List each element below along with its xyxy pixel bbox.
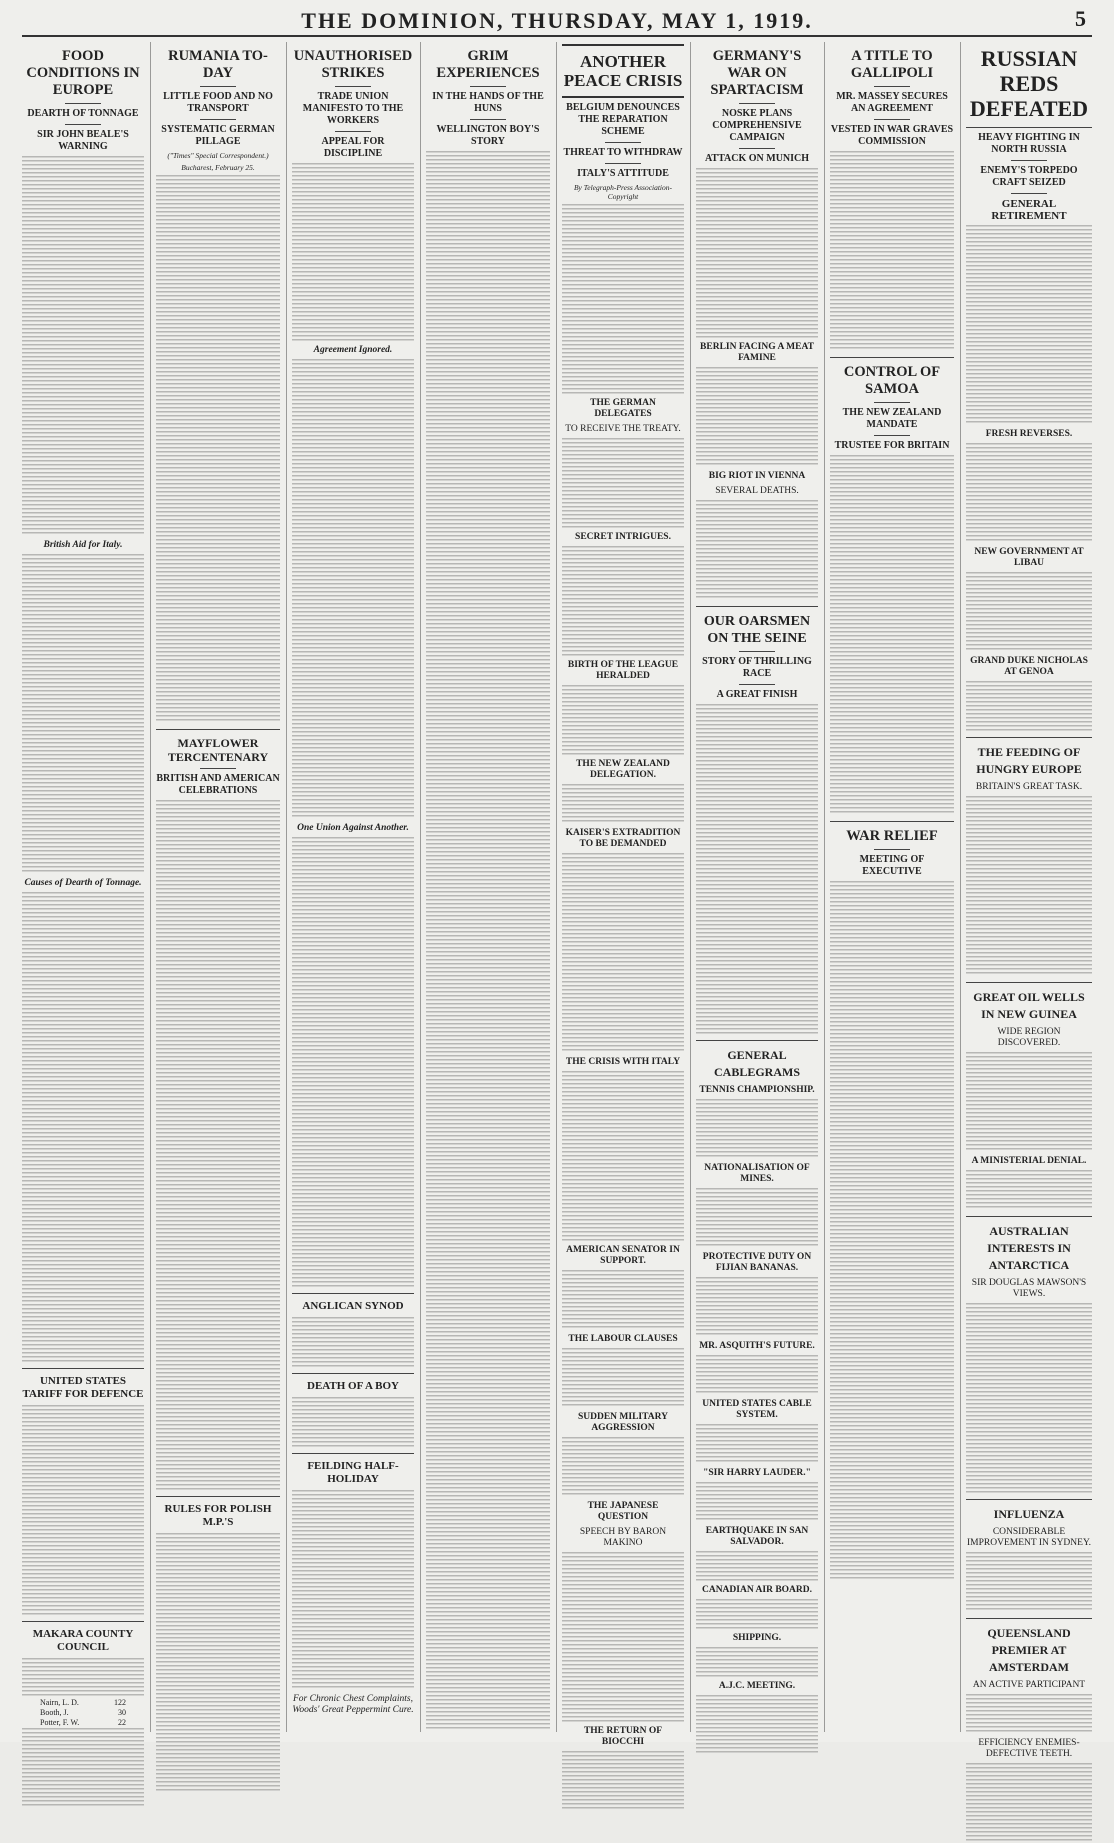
byline: ("Times" Special Correspondent.) xyxy=(167,151,269,160)
divider xyxy=(292,1453,414,1454)
article-body-text xyxy=(696,1099,818,1159)
column-7 xyxy=(830,42,954,1732)
divider xyxy=(830,821,954,822)
section-subhead: TENNIS CHAMPIONSHIP. xyxy=(699,1085,815,1095)
subheadline: IN THE HANDS OF THE HUNS xyxy=(432,91,544,114)
headline: UNITED STATES TARIFF FOR DEFENCE xyxy=(22,1375,144,1400)
column-3 xyxy=(292,42,414,1732)
article-body-text xyxy=(292,1490,414,1690)
subheadline: SYSTEMATIC GERMAN PILLAGE xyxy=(161,124,275,147)
section-subhead: AMERICAN SENATOR IN SUPPORT. xyxy=(566,1245,680,1266)
divider xyxy=(65,124,101,125)
section-subhead: EFFICIENCY ENEMIES- DEFECTIVE TEETH. xyxy=(978,1738,1080,1759)
subheadline: APPEAL FOR DISCIPLINE xyxy=(321,136,385,159)
article-body-text xyxy=(696,704,818,1034)
divider xyxy=(696,606,818,607)
headline: CONTROL OF SAMOA xyxy=(843,364,941,397)
section-subhead: GRAND DUKE NICHOLAS AT GENOA xyxy=(970,656,1088,677)
section-subhead: CANADIAN AIR BOARD. xyxy=(701,1585,813,1595)
masthead-rule xyxy=(22,35,1092,37)
section-subhead: TO RECEIVE THE TREATY. xyxy=(565,424,681,434)
masthead-title: THE DOMINION, THURSDAY, MAY 1, 1919. xyxy=(301,8,813,33)
article-body-text xyxy=(830,881,954,1581)
article-body-text xyxy=(696,1695,818,1755)
article-body-text xyxy=(696,1551,818,1581)
section-subhead: BIG RIOT IN VIENNA xyxy=(708,471,806,481)
section-subhead: SECRET INTRIGUES. xyxy=(575,532,671,542)
divider xyxy=(65,103,101,104)
subheadline: MR. MASSEY SECURES AN AGREEMENT xyxy=(836,91,948,114)
article-body-text xyxy=(562,1348,684,1408)
headline: GERMANY'S WAR ON SPARTACISM xyxy=(710,48,804,98)
section-subhead: CONSIDERABLE IMPROVEMENT IN SYDNEY. xyxy=(967,1527,1091,1548)
subheadline: MEETING OF EXECUTIVE xyxy=(859,854,925,877)
page-number: 5 xyxy=(1075,6,1086,31)
article-body-text xyxy=(22,892,144,1362)
column-divider xyxy=(556,42,557,1732)
column-divider xyxy=(824,42,825,1732)
subheadline: SIR JOHN BEALE'S WARNING xyxy=(37,129,129,152)
headline: AUSTRALIAN INTERESTS IN ANTARCTICA xyxy=(987,1224,1071,1272)
article-body-text xyxy=(966,225,1092,425)
subheadline: THE NEW ZEALAND MANDATE xyxy=(842,407,942,430)
divider xyxy=(739,684,775,685)
divider xyxy=(966,982,1092,983)
subheadline: BELGIUM DENOUNCES THE REPARATION SCHEME xyxy=(566,102,680,137)
article-body-text xyxy=(22,1405,144,1615)
article-body-text xyxy=(696,1277,818,1337)
article-body-text xyxy=(696,1599,818,1629)
article-body-text xyxy=(966,1552,1092,1612)
section-subhead: AN ACTIVE PARTICIPANT xyxy=(972,1680,1086,1690)
article-body-text xyxy=(696,1482,818,1522)
section-subhead: "SIR HARRY LAUDER." xyxy=(703,1468,811,1478)
article-body-text xyxy=(562,204,684,394)
section-subhead: BRITAIN'S GREAT TASK. xyxy=(975,782,1083,792)
column-divider xyxy=(420,42,421,1732)
byline: By Telegraph-Press Association-Copyright xyxy=(573,183,673,201)
divider xyxy=(874,402,910,403)
article-body-text xyxy=(562,1552,684,1722)
article-body-text xyxy=(966,1170,1092,1210)
article-body-text xyxy=(22,554,144,874)
section-subhead: A.J.C. MEETING. xyxy=(718,1681,796,1691)
headline-box xyxy=(562,44,684,98)
subheadline: VESTED IN WAR GRAVES COMMISSION xyxy=(830,124,954,147)
divider xyxy=(966,1618,1092,1619)
article-body-text xyxy=(966,796,1092,976)
headline: ANGLICAN SYNOD xyxy=(302,1300,404,1312)
article-body-text xyxy=(696,1355,818,1395)
subheadline: BRITISH AND AMERICAN CELEBRATIONS xyxy=(156,773,280,796)
poll-row: Nairn, L. D. 122 xyxy=(40,1698,126,1707)
headline: RULES FOR POLISH M.P.'S xyxy=(164,1503,272,1528)
subheadline: STORY OF THRILLING RACE xyxy=(702,656,812,679)
article-body-text xyxy=(562,685,684,755)
subheadline: GENERAL RETIREMENT xyxy=(991,198,1067,222)
divider xyxy=(874,86,910,87)
article-body-text xyxy=(830,151,954,351)
column-4 xyxy=(426,42,550,1732)
subheadline: NOSKE PLANS COMPREHENSIVE CAMPAIGN xyxy=(712,108,802,143)
section-subhead: EARTHQUAKE IN SAN SALVADOR. xyxy=(705,1526,809,1547)
article-body-text xyxy=(562,546,684,656)
section-subhead: NATIONALISATION OF MINES. xyxy=(704,1163,810,1184)
article-body-text xyxy=(966,1052,1092,1152)
masthead xyxy=(0,0,1114,40)
divider xyxy=(966,1499,1092,1500)
article-body-text xyxy=(292,163,414,341)
article-body-text xyxy=(562,853,684,1053)
section-subhead: BIRTH OF THE LEAGUE HERALDED xyxy=(567,660,679,681)
divider xyxy=(22,1621,144,1622)
article-body-text xyxy=(562,1751,684,1811)
headline: INFLUENZA xyxy=(993,1507,1065,1521)
article-body-text xyxy=(966,1763,1092,1843)
divider xyxy=(874,435,910,436)
divider xyxy=(156,729,280,730)
divider xyxy=(156,1496,280,1497)
section-subhead: SHIPPING. xyxy=(732,1633,782,1643)
subheadline: A GREAT FINISH xyxy=(716,689,798,700)
section-subhead: SUDDEN MILITARY AGGRESSION xyxy=(577,1412,668,1433)
divider xyxy=(739,103,775,104)
headline: ANOTHER PEACE CRISIS xyxy=(563,52,683,90)
article-body-text xyxy=(156,175,280,723)
column-8 xyxy=(966,42,1092,1759)
article-body-text xyxy=(22,156,144,536)
divider xyxy=(292,1373,414,1374)
divider xyxy=(830,357,954,358)
section-subhead: NEW GOVERNMENT AT LIBAU xyxy=(974,547,1084,568)
divider xyxy=(200,768,236,769)
section-subhead: SIR DOUGLAS MAWSON'S VIEWS. xyxy=(971,1278,1087,1299)
divider xyxy=(292,1293,414,1294)
article-body-text xyxy=(562,1270,684,1330)
column-5 xyxy=(562,42,684,1747)
column-6 xyxy=(696,42,818,1732)
divider xyxy=(739,651,775,652)
headline: GENERAL CABLEGRAMS xyxy=(713,1048,800,1079)
subheadline: WELLINGTON BOY'S STORY xyxy=(436,124,540,147)
article-body-text xyxy=(562,438,684,528)
section-subhead: PROTECTIVE DUTY ON FIJIAN BANANAS. xyxy=(702,1252,812,1273)
article-body-text xyxy=(830,455,954,815)
article-body-text xyxy=(966,443,1092,543)
column-divider xyxy=(150,42,151,1732)
subheadline: ATTACK ON MUNICH xyxy=(704,153,810,164)
section-subhead: WIDE REGION DISCOVERED. xyxy=(997,1027,1061,1048)
article-body-text xyxy=(696,1647,818,1677)
subheadline: THREAT TO WITHDRAW xyxy=(563,147,683,158)
article-body-text xyxy=(696,1424,818,1464)
headline: MAYFLOWER TERCENTENARY xyxy=(167,736,269,764)
article-body-text xyxy=(562,1437,684,1497)
section-subhead: Agreement Ignored. xyxy=(313,345,393,355)
section-subhead: BERLIN FACING A MEAT FAMINE xyxy=(700,342,814,363)
article-body-text xyxy=(292,1317,414,1367)
section-subhead: British Aid for Italy. xyxy=(43,540,123,550)
section-subhead: THE JAPANESE QUESTION xyxy=(587,1501,659,1522)
article-body-text xyxy=(156,800,280,1490)
divider xyxy=(605,142,641,143)
advertisement-line: For Chronic Chest Complaints, Woods' Great Peppermint Cure. xyxy=(292,1694,414,1715)
headline: UNAUTHORISED STRIKES xyxy=(293,48,413,81)
section-subhead: THE RETURN OF BIOCCHI xyxy=(583,1726,663,1747)
column-divider xyxy=(690,42,691,1732)
article-body-text xyxy=(696,1188,818,1248)
poll-row: Booth, J. 30 xyxy=(40,1708,126,1717)
headline: QUEENSLAND PREMIER AT AMSTERDAM xyxy=(987,1626,1071,1674)
subheadline: LITTLE FOOD AND NO TRANSPORT xyxy=(163,91,273,114)
poll-row: Potter, F. W. 22 xyxy=(40,1718,126,1727)
headline: THE FEEDING OF HUNGRY EUROPE xyxy=(976,745,1082,776)
divider xyxy=(605,163,641,164)
subheadline: ENEMY'S TORPEDO CRAFT SEIZED xyxy=(980,165,1078,188)
section-subhead: SEVERAL DEATHS. xyxy=(715,486,799,496)
subheadline: TRADE UNION MANIFESTO TO THE WORKERS xyxy=(302,91,404,126)
divider xyxy=(874,849,910,850)
article-body-text xyxy=(22,1658,144,1698)
divider xyxy=(470,86,506,87)
article-body-text xyxy=(696,168,818,338)
article-body-text xyxy=(426,151,550,1731)
article-body-text xyxy=(966,681,1092,731)
subheadline: HEAVY FIGHTING IN NORTH RUSSIA xyxy=(978,132,1080,155)
article-body-text xyxy=(292,359,414,819)
headline: GREAT OIL WELLS IN NEW GUINEA xyxy=(973,990,1085,1021)
divider xyxy=(200,119,236,120)
column-divider xyxy=(960,42,961,1732)
article-body-text xyxy=(156,1533,280,1793)
divider xyxy=(696,1040,818,1041)
article-body-text xyxy=(696,500,818,600)
divider xyxy=(335,86,371,87)
section-subhead: UNITED STATES CABLE SYSTEM. xyxy=(702,1399,812,1420)
article-body-text xyxy=(966,572,1092,652)
article-body-text xyxy=(22,1728,144,1808)
section-subhead: THE NEW ZEALAND DELEGATION. xyxy=(576,759,670,780)
article-body-text xyxy=(292,837,414,1287)
column-2 xyxy=(156,42,280,1732)
headline: FOOD CONDITIONS IN EUROPE xyxy=(26,48,140,98)
divider xyxy=(1011,160,1047,161)
headline: MAKARA COUNTY COUNCIL xyxy=(32,1628,134,1653)
section-subhead: Causes of Dearth of Tonnage. xyxy=(24,878,142,888)
divider xyxy=(335,131,371,132)
subheadline: DEARTH OF TONNAGE xyxy=(27,108,139,119)
divider xyxy=(874,119,910,120)
dateline: Bucharest, February 25. xyxy=(181,163,255,172)
divider xyxy=(739,148,775,149)
section-subhead: THE LABOUR CLAUSES xyxy=(568,1334,678,1344)
divider xyxy=(966,1216,1092,1217)
section-subhead: FRESH REVERSES. xyxy=(985,429,1073,439)
headline: DEATH OF A BOY xyxy=(307,1380,399,1392)
headline: OUR OARSMEN ON THE SEINE xyxy=(703,614,811,646)
divider xyxy=(966,127,1092,128)
article-body-text xyxy=(966,1303,1092,1493)
subheadline: ITALY'S ATTITUDE xyxy=(577,168,669,179)
article-body-text xyxy=(292,1397,414,1447)
divider xyxy=(966,737,1092,738)
column-1 xyxy=(22,42,144,1732)
divider xyxy=(470,119,506,120)
headline: RUMANIA TO-DAY xyxy=(168,48,268,81)
headline: RUSSIAN REDS DEFEATED xyxy=(969,46,1089,121)
section-subhead: THE GERMAN DELEGATES xyxy=(590,398,656,419)
section-subhead: KAISER'S EXTRADITION TO BE DEMANDED xyxy=(565,828,681,849)
divider xyxy=(200,86,236,87)
headline: FEILDING HALF-HOLIDAY xyxy=(307,1460,399,1485)
article-body-text xyxy=(562,1071,684,1241)
section-subhead: THE CRISIS WITH ITALY xyxy=(565,1057,681,1067)
section-subhead: MR. ASQUITH'S FUTURE. xyxy=(699,1341,815,1351)
section-subhead: One Union Against Another. xyxy=(297,823,409,833)
subheadline: TRUSTEE FOR BRITAIN xyxy=(834,440,950,451)
headline: A TITLE TO GALLIPOLI xyxy=(850,48,934,81)
column-divider xyxy=(286,42,287,1732)
article-body-text xyxy=(966,1694,1092,1734)
article-body-text xyxy=(562,784,684,824)
section-subhead: SPEECH BY BARON MAKINO xyxy=(579,1527,667,1548)
headline: WAR RELIEF xyxy=(846,828,938,844)
divider xyxy=(1011,193,1047,194)
section-subhead: A MINISTERIAL DENIAL. xyxy=(971,1156,1087,1166)
article-body-text xyxy=(696,367,818,467)
headline: GRIM EXPERIENCES xyxy=(436,48,540,81)
divider xyxy=(22,1368,144,1369)
